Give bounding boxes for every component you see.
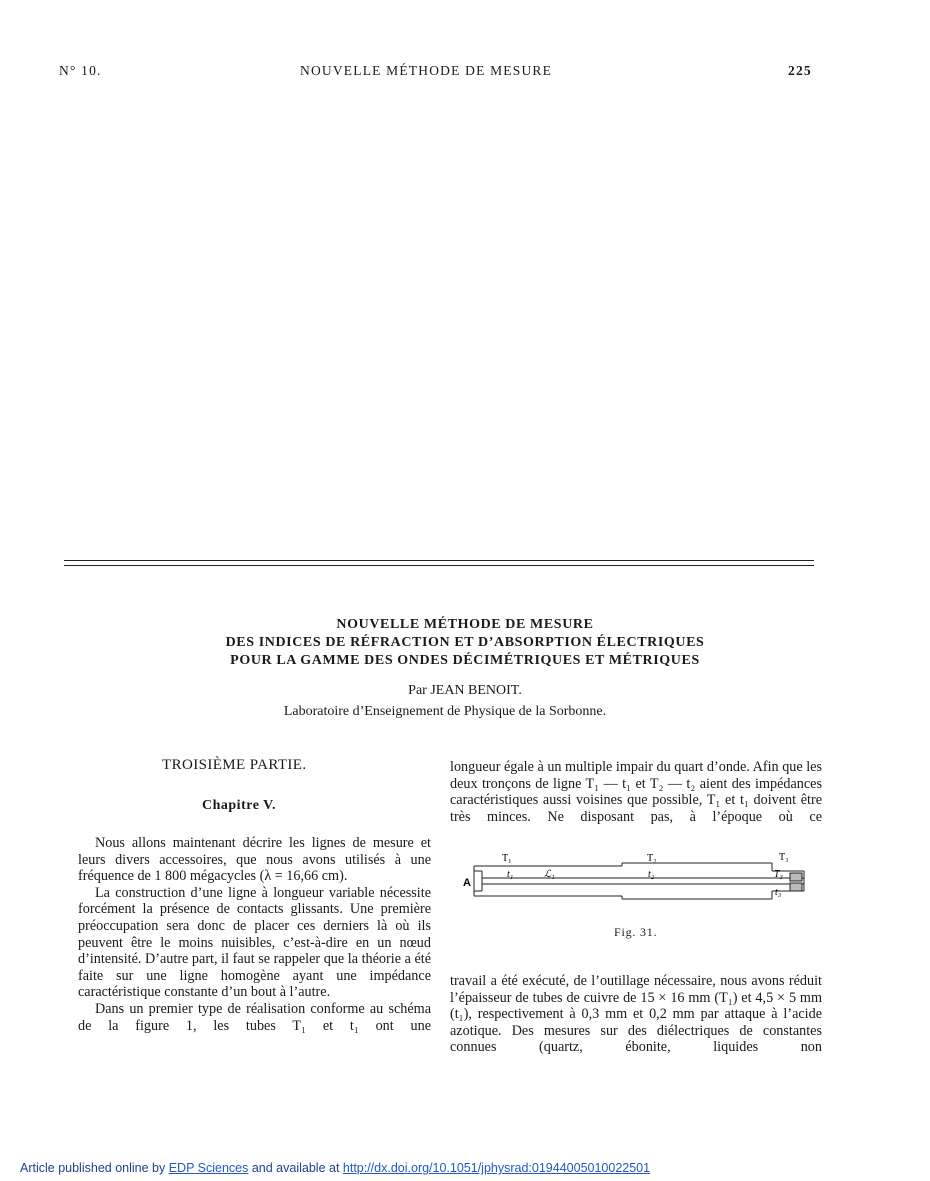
part-title: TROISIÈME PARTIE. [162,757,307,773]
label-T1: T₁ [502,853,512,864]
figure-coaxial-line-diagram [462,849,812,916]
label-t3: t₃ [775,887,782,898]
chapter-title: Chapitre V. [202,798,276,813]
publisher-link[interactable]: EDP Sciences [168,1161,249,1175]
left-column [78,835,431,1034]
article-title-line-2: DES INDICES DE RÉFRACTION ET D’ABSORPTION ÉLECTRIQUES [225,635,705,650]
running-header-left: N° 10. [59,63,102,78]
label-T3-inner: T₃ [774,869,784,880]
article-title-line-3: POUR LA GAMME DES ONDES DÉCIMÉTRIQUES ET MÉTRIQUES [230,653,700,668]
right-column-top [450,759,822,825]
paragraph: travail a été exécuté, de l’outillage nécessaire, nous avons réduit l’épaisseur de tubes de cuivre de 15 × 16 mm (T₁) et 4,5 × 5 mm (t₁), respectivement à 0,3 mm et 0,2 mm par attaque à l’acide azotique. Des mesures sur des diélectriques de constantes connues (quartz, ébonite, liquides non [450,973,822,1056]
right-column-bottom [450,973,822,1056]
figure-caption: Fig. 31. [614,925,658,939]
footer-prefix: Article published online by [20,1161,169,1175]
running-header-title: NOUVELLE MÉTHODE DE MESURE [300,63,553,78]
publication-footer [20,1161,650,1175]
label-T3: T₃ [779,852,789,863]
label-A: A [463,877,471,889]
footer-middle: and available at [248,1161,343,1175]
label-t2: t₂ [648,869,655,880]
doi-link[interactable]: http://dx.doi.org/10.1051/jphysrad:01944005010022501 [342,1161,651,1175]
paragraph: La construction d’une ligne à longueur variable nécessite forcément la présence de contacts glissants. Une première préoccupation sera donc de placer ces derniers là où ils peuvent être le moins nuisibles, c’est-à-dire en un nœud d’intensité. D’autre part, il faut se rappeler que la théorie a été faite sur une ligne homogène ayant une impédance caractéristique constante d’un bout à l’autre. [78,884,431,1001]
paragraph: Nous allons maintenant décrire les lignes de mesure et leurs divers accessoires, que nous avons utilisés à une fréquence de 1 800 mégacycles (λ = 16,66 cm). [78,835,431,885]
label-L1: ℒ₁ [544,869,555,880]
label-t1: t₁ [507,869,514,880]
article-title-line-1: NOUVELLE MÉTHODE DE MESURE [336,617,594,632]
affiliation: Laboratoire d’Enseignement de Physique de la Sorbonne. [283,704,607,719]
author: Par JEAN BENOIT. [408,683,522,698]
coaxial-line-schematic [462,849,812,911]
page-number: 225 [788,63,812,78]
label-T2: T₂ [647,853,657,864]
separator-rule-bottom [64,565,814,566]
paragraph: Dans un premier type de réalisation conforme au schéma de la figure 1, les tubes T₁ et t₁ ont une [78,1000,431,1034]
separator-rule-top [64,560,814,561]
paragraph: longueur égale à un multiple impair du quart d’onde. Afin que les deux tronçons de ligne T₁ — t₁ et T₂ — t₂ aient des impédances caractéristiques aussi voisines que possible, T₁ et t₁ doivent être très minces. Ne disposant pas, à l’époque où ce [450,759,822,825]
